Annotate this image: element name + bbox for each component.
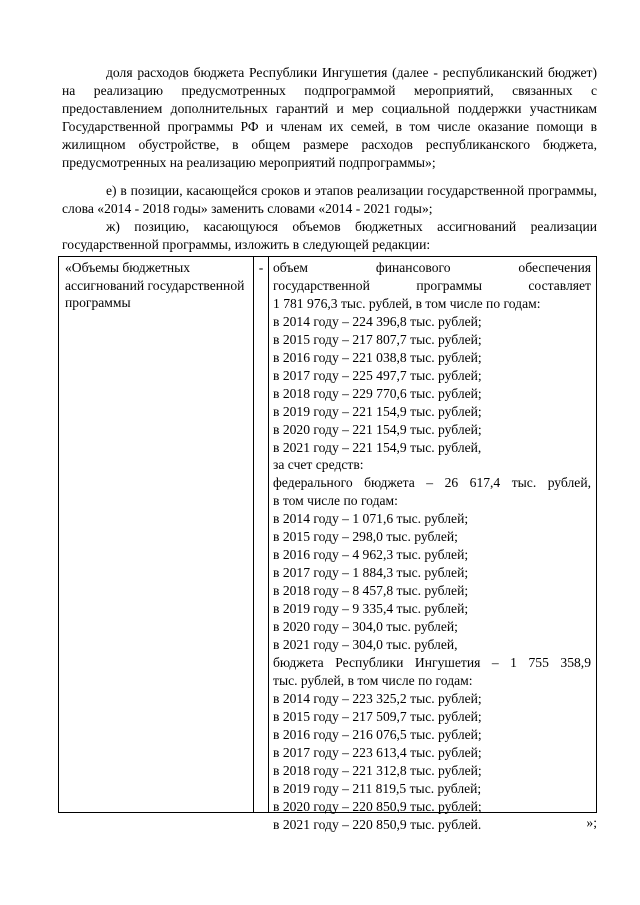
table-line: в 2018 году – 221 312,8 тыс. рублей; <box>273 762 482 778</box>
table-line: в 2020 году – 304,0 тыс. рублей; <box>273 619 458 635</box>
closing-quote: »; <box>586 815 597 830</box>
table-line: в 2018 году – 8 457,8 тыс. рублей; <box>273 583 469 599</box>
table-line: в 2014 году – 224 396,8 тыс. рублей; <box>273 313 482 329</box>
table-divider <box>268 257 269 812</box>
table-line: в 2021 году – 220 850,9 тыс. рублей. <box>273 816 482 832</box>
table-divider <box>253 257 254 812</box>
table-line: тыс. рублей, в том числе по годам: <box>273 672 473 688</box>
table-line: в 2016 году – 4 962,3 тыс. рублей; <box>273 547 469 563</box>
table-line: в 2021 году – 221 154,9 тыс. рублей, <box>273 439 482 455</box>
table-line: в 2017 году – 225 497,7 тыс. рублей; <box>273 367 482 383</box>
table-line: в 2018 году – 229 770,6 тыс. рублей; <box>273 385 482 401</box>
table-line: в 2021 году – 304,0 тыс. рублей, <box>273 637 458 653</box>
table-line: в 2017 году – 223 613,4 тыс. рублей; <box>273 744 482 760</box>
table-line: в 2015 году – 298,0 тыс. рублей; <box>273 529 458 545</box>
table-left-label: «Объемы бюджетных ассигнований государственной программы <box>65 260 245 310</box>
paragraph-3 <box>62 218 597 254</box>
table-line: в 2014 году – 223 325,2 тыс. рублей; <box>273 690 482 706</box>
table-line: в том числе по годам: <box>273 493 398 509</box>
table-line: бюджета Республики Ингушетия – 1 755 358,9 <box>273 654 591 670</box>
budget-table <box>58 256 597 832</box>
table-line: за счет средств: <box>273 457 364 473</box>
table-line: 1 781 976,3 тыс. рублей, в том числе по годам: <box>273 295 541 311</box>
table-line: в 2014 году – 1 071,6 тыс. рублей; <box>273 511 469 527</box>
table-line: в 2016 году – 221 038,8 тыс. рублей; <box>273 349 482 365</box>
paragraph-3-text: ж) позицию, касающуюся объемов бюджетных ассигнований реализации государственной программы, изложить в следующей редакции: <box>62 219 597 252</box>
table-line: федерального бюджета – 26 617,4 тыс. рублей, <box>273 475 591 491</box>
table-line: в 2020 году – 220 850,9 тыс. рублей; <box>273 798 482 814</box>
table-line: в 2015 году – 217 509,7 тыс. рублей; <box>273 708 482 724</box>
table-line: в 2017 году – 1 884,3 тыс. рублей; <box>273 565 469 581</box>
table-line: в 2020 году – 221 154,9 тыс. рублей; <box>273 421 482 437</box>
table-line: в 2015 году – 217 807,7 тыс. рублей; <box>273 331 482 347</box>
table-line: в 2019 году – 221 154,9 тыс. рублей; <box>273 403 482 419</box>
paragraph-1 <box>62 64 597 172</box>
paragraph-1-text: доля расходов бюджета Республики Ингушетия (далее - республиканский бюджет) на реализацию предусмотренных подпрограммой мероприятий, связанных с предоставлением дополнительных гарантий и мер социальной поддержки участникам Государственной программы РФ и членам их семей, в том числе оказание помощи в жилищном обустройстве, в общем размере расходов республиканского бюджета, предусмотренных на реализацию мероприятий подпрограммы»; <box>62 65 597 170</box>
table-dash: - <box>258 260 264 275</box>
table-line: объем финансового обеспечения <box>273 260 591 275</box>
paragraph-2 <box>62 182 597 218</box>
table-line: в 2016 году – 216 076,5 тыс. рублей; <box>273 726 482 742</box>
paragraph-2-text: е) в позиции, касающейся сроков и этапов реализации государственной программы, слова «2014 - 2018 годы» заменить словами «2014 - 2021 годы»; <box>62 183 597 216</box>
table-line: государственной программы составляет <box>273 277 591 293</box>
table-right-content <box>273 259 591 834</box>
table-line: в 2019 году – 9 335,4 тыс. рублей; <box>273 601 469 617</box>
table-line: в 2019 году – 211 819,5 тыс. рублей; <box>273 780 482 796</box>
